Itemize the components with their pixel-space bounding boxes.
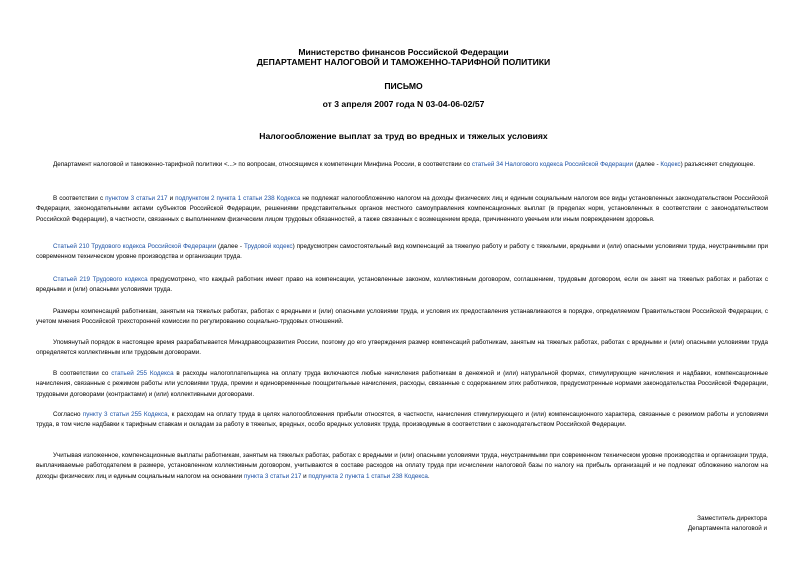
paragraph-text: в расходы налогоплательщика на оплату труда включаются любые начисления работникам в денежной и (или) натуральной формах, стимулирующие начисления и надбавки, компенсационные начисления, связанные с режимом работы или условиями труда, премии и единовременные поощрительные начисления, расходы, связанные с содержанием этих работников, предусмотренные нормами законодательства Российской Федерации, трудовыми договорами (контрактами) и (или) коллективными договорами. <box>36 370 769 398</box>
paragraph-text: Учитывая изложенное, компенсационные выплаты работникам, занятым на тяжелых работах, работах с вредными и (или) опасными условиями труда, неустранимыми при современном техническом уровне производства и организации труда, выплачиваемые работодателем в размере, установленном коллективным договором, учитываются в составе расходов на оплату труда при исчислении налоговой базы по налогу на прибыль организаций и не подлежат обложению налогом на доходы физических лиц и единым социальным налогом на основании <box>36 452 768 480</box>
paragraph-9 <box>36 451 768 482</box>
paragraph-text: (далее - <box>633 161 661 168</box>
signature-title: Заместитель директора <box>697 515 767 522</box>
paragraph-text: В соответствии с <box>53 195 106 202</box>
paragraph-7 <box>36 369 768 400</box>
paragraph-6 <box>36 338 768 359</box>
paragraph-1 <box>36 160 768 170</box>
paragraph-8 <box>36 410 768 431</box>
document-subject: Налогообложение выплат за труд во вредных и тяжелых условиях <box>259 131 548 141</box>
paragraph-text: Согласно <box>53 411 83 418</box>
paragraph-text: Размеры компенсаций работникам, занятым на тяжелых работах, работах с вредными и (или) опасными условиями труда, и условия их предоставления устанавливаются в порядке, определяемом Правительством Российской Федерации, с учетом мнения Российской трехсторонней комиссии по регулированию социально-трудовых отношений. <box>36 308 768 326</box>
paragraph-text: В соответствии со <box>53 370 112 377</box>
paragraph-text: Упомянутый порядок в настоящее время разрабатывается Минздравсоцразвития России, поэтому до его утверждения размер компенсаций работникам, занятым на тяжелых работах, работах с вредными и (или) опасными условиями труда определяется коллективным или трудовым договорами. <box>36 339 768 357</box>
link-article-255-point-3[interactable]: пункту 3 статьи 255 Кодекса <box>82 411 168 418</box>
link-article-217-point-3[interactable]: пункта 3 статьи 217 <box>243 472 302 480</box>
paragraph-2 <box>36 194 768 225</box>
paragraph-text: ) разъясняет следующее. <box>680 161 755 168</box>
paragraph-5 <box>36 307 768 328</box>
link-labor-code[interactable]: Трудовой кодекс <box>243 243 293 250</box>
department-title: ДЕПАРТАМЕНТ НАЛОГОВОЙ И ТАМОЖЕННО-ТАРИФНОЙ ПОЛИТИКИ <box>256 57 551 67</box>
paragraph-3 <box>36 242 768 263</box>
paragraph-text: . <box>427 472 430 480</box>
paragraph-text: (далее - <box>216 243 244 250</box>
link-article-219-labor-code[interactable]: Статьей 219 Трудового кодекса <box>53 276 148 283</box>
paragraph-text: и <box>301 472 309 480</box>
link-article-238[interactable]: подпунктом 2 пункта 1 статьи 238 Кодекса <box>175 195 301 202</box>
link-article-255[interactable]: статьей 255 Кодекса <box>111 370 174 377</box>
link-article-210-labor-code[interactable]: Статьей 210 Трудового кодекса Российской Федерации <box>53 243 217 250</box>
paragraph-text: Департамент налоговой и таможенно-тарифной политики <...> по вопросам, относящимся к компетенции Минфина России, в соответствии со <box>53 161 472 168</box>
link-article-217-point-3[interactable]: пунктом 3 статьи 217 <box>105 195 168 202</box>
paragraph-text: ) предусмотрен самостоятельный вид компенсаций за тяжелую работу и работу с тяжелыми, вредными и (или) опасными условиями труда, неустранимыми при современном техническом уровне производства и организации труда. <box>36 243 768 261</box>
link-article-34-tax-code[interactable]: статьей 34 Налогового кодекса Российской Федерации <box>471 161 634 168</box>
paragraph-text: и <box>167 195 176 202</box>
document-date-number: от 3 апреля 2007 года N 03-04-06-02/57 <box>322 99 485 109</box>
link-tax-code[interactable]: Кодекс <box>660 161 681 168</box>
paragraph-text: , к расходам на оплату труда в целях налогообложения прибыли относятся, в частности, начисления стимулирующего и (или) компенсационного характера, связанные с режимом работы и условиями труда, в том числе надбавки к тарифным ставкам и окладам за работу в тяжелых, вредных, особо вредных условиях труда, производимые в соответствии с законодательством Российской Федерации. <box>36 411 768 429</box>
paragraph-4 <box>36 275 768 296</box>
link-article-238[interactable]: подпункта 2 пункта 1 статьи 238 Кодекса <box>308 472 428 480</box>
signature-department: Департамента налоговой и <box>687 525 767 532</box>
ministry-title: Министерство финансов Российской Федерации <box>298 47 509 57</box>
paragraph-text: предусмотрено, что каждый работник имеет право на компенсации, установленные законом, коллективным договором, соглашением, трудовым договором, если он занят на тяжелых работах и работах с вредными и (или) опасными условиями труда. <box>36 276 768 294</box>
paragraph-text: не подлежат налогообложению налогом на доходы физических лиц и единым социальным налогом все виды установленных законодательством Российской Федерации, законодательными актами субъектов Российской Федерации, решениями представительных органов местного самоуправления компенсационных выплат (в пределах норм, установленных в соответствии с законодательством Российской Федерации), в частности, связанных с выполнением физическим лицом трудовых обязанностей, а также связанных с возмещением вреда, причиненного увечьем или иным повреждением здоровья. <box>36 195 768 223</box>
document-type: ПИСЬМО <box>384 81 423 91</box>
